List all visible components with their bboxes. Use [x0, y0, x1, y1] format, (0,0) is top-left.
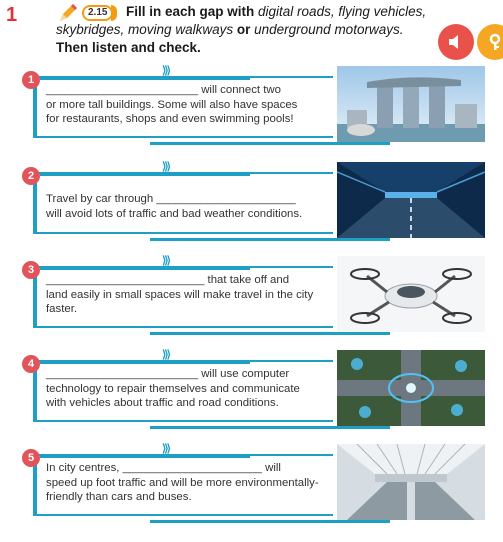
- item-text: _________________________ that take off and land easily in small spaces will make travel in the city faster.: [46, 274, 314, 315]
- chevron-icon: ⟩⟩⟩: [162, 443, 169, 455]
- item-number-badge: 2: [22, 167, 40, 185]
- item-3: [0, 256, 503, 344]
- chevron-icon: ⟩⟩⟩: [162, 349, 169, 361]
- item-2: [0, 162, 503, 250]
- item-number-badge: 4: [22, 355, 40, 373]
- item-1: [0, 66, 503, 154]
- chevron-icon: ⟩⟩⟩: [162, 255, 169, 267]
- instruction-line-1: Fill in each gap with digital roads, flying vehicles,: [126, 4, 427, 19]
- audio-track-label[interactable]: 2.15: [82, 5, 113, 21]
- chevron-icon: ⟩⟩⟩: [162, 65, 169, 77]
- instruction-line-2: skybridges, moving walkways or underground motorways.: [56, 22, 404, 37]
- item-text: ________________________ will connect two or more tall buildings. Some will also have spaces for restaurants, shops and even swimming pools!: [46, 84, 298, 125]
- speaker-icon: [447, 33, 465, 51]
- audio-button[interactable]: [438, 24, 474, 60]
- instruction-line-3: Then listen and check.: [56, 40, 201, 55]
- panel-top-bar: [40, 454, 250, 458]
- item-number-badge: 1: [22, 71, 40, 89]
- flying-vehicle-photo: [337, 256, 485, 332]
- panel-bottom-bar: [150, 332, 390, 335]
- panel-top-bar: [40, 76, 250, 80]
- panel-bottom-bar: [150, 238, 390, 241]
- chevron-icon: ⟩⟩⟩: [162, 161, 169, 173]
- item-5: [0, 444, 503, 532]
- panel-top-bar: [40, 360, 250, 364]
- panel-bottom-bar: [150, 520, 390, 523]
- item-text: ________________________ will use computer technology to repair themselves and communicate with vehicles about traffic and road conditions.: [46, 368, 300, 409]
- tunnel-photo: [337, 162, 485, 238]
- answer-key-button[interactable]: [477, 24, 503, 60]
- moving-walkway-photo: [337, 444, 485, 520]
- digital-road-photo: [337, 350, 485, 426]
- panel-top-bar: [40, 172, 250, 176]
- item-number-badge: 5: [22, 449, 40, 467]
- item-text: In city centres, ______________________ will speed up foot traffic and will be more environmentally- friendly than cars and buses.: [46, 462, 319, 503]
- item-text: Travel by car through ______________________ will avoid lots of traffic and bad weather conditions.: [46, 193, 303, 220]
- pencil-icon: [58, 3, 80, 23]
- skybridge-photo: [337, 66, 485, 142]
- item-number-badge: 3: [22, 261, 40, 279]
- panel-bottom-bar: [150, 426, 390, 429]
- panel-bottom-bar: [150, 142, 390, 145]
- panel-top-bar: [40, 266, 250, 270]
- exercise-number: 1: [6, 4, 18, 26]
- item-4: [0, 350, 503, 438]
- key-icon: [486, 33, 503, 51]
